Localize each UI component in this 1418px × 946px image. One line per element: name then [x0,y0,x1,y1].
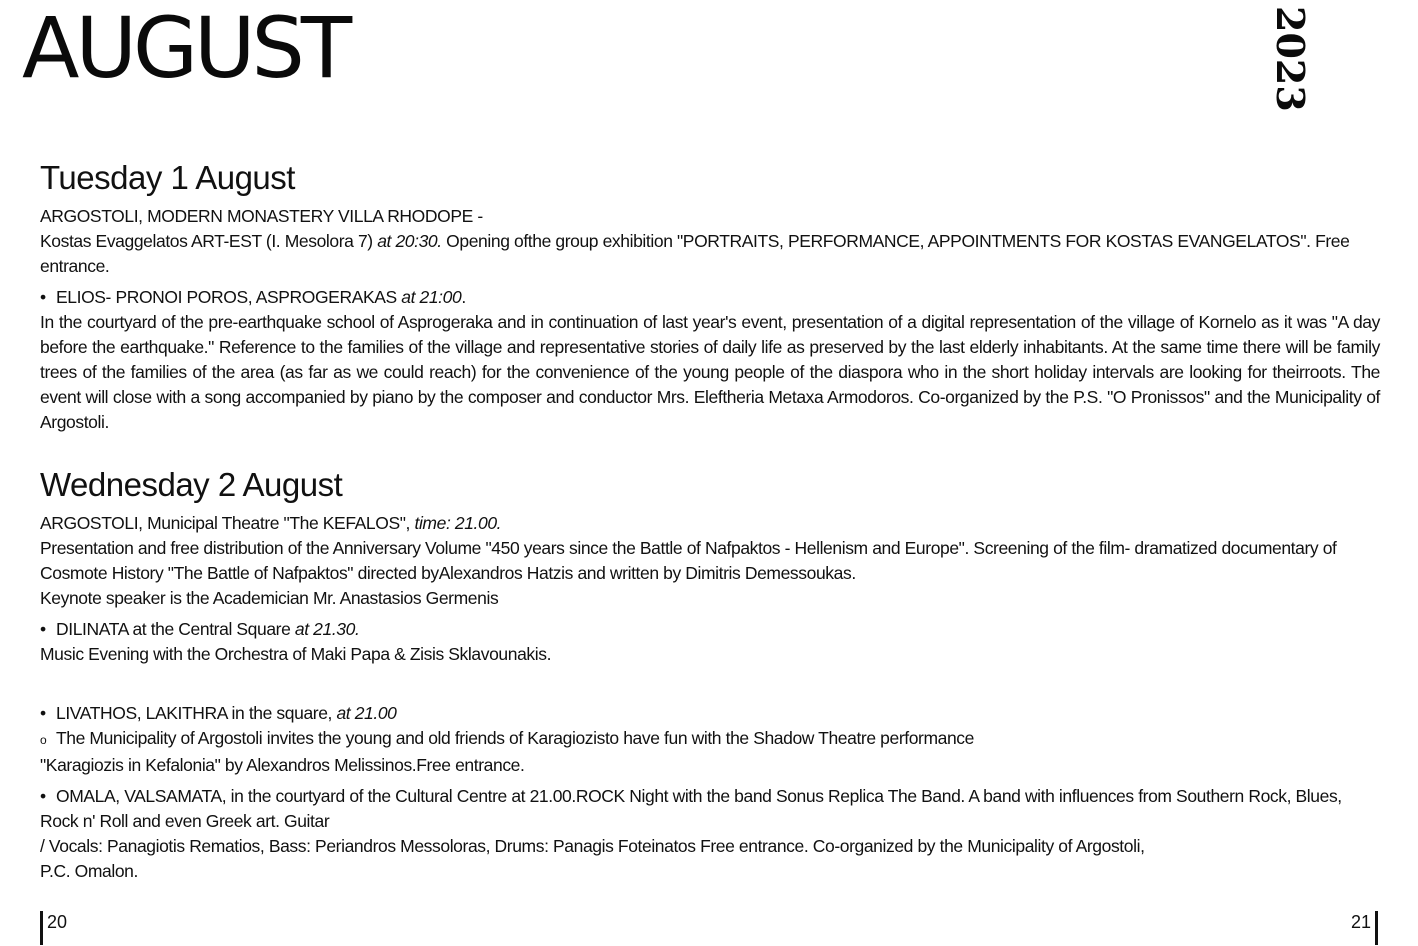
event-time: at 20:30. [377,231,442,251]
day-section-tuesday [40,158,1380,435]
event-time: at 21.30. [294,619,360,639]
event-time: time: 21.00. [414,513,502,533]
event-entry [40,701,1380,778]
page-number-right: 21 [1351,911,1378,945]
event-location: ARGOSTOLI, MODERN MONASTERY VILLA RHODOPE - [40,206,483,226]
bullet-icon: • [40,287,46,307]
event-description: Presentation and free distribution of the Anniversary Volume "450 years since the Battle of Nafpaktos - Hellenism and Europe". Screening of the film- dramatized documentary of Cosmote History "The Battle of Nafpaktos" directed byAlexandros Hatzis and written by Dimitris Demessoukas. [40,538,1337,583]
day-heading: Tuesday 1 August [40,159,295,196]
events-content [40,158,1380,890]
month-title: AUGUST [22,0,349,97]
event-description [40,229,1380,279]
event-text: Kostas Evaggelatos ART-EST (I. Mesolora 7) [40,231,378,251]
event-heading-line [40,285,1380,310]
event-keynote: Keynote speaker is the Academician Mr. Anastasios Germenis [40,588,499,608]
day-section-wednesday [40,465,1380,884]
bullet-icon: • [40,703,46,723]
bullet-icon: • [40,619,46,639]
event-text: OMALA, VALSAMATA, in the courtyard of the Cultural Centre at 21.00.ROCK Night with the band Sonus Replica The Band. A band with influences from Southern Rock, Blues, Rock n' Roll and even Greek art. Guitar [40,786,1342,831]
event-description: "Karagiozis in Kefalonia" by Alexandros Melissinos.Free entrance. [40,755,525,775]
event-text: Opening ofthe group exhibition "PORTRAITS, PERFORMANCE, APPOINTMENTS FOR KOSTAS EVANGELATOS". Free entrance. [40,231,1350,276]
event-heading-line [40,511,1380,536]
event-entry [40,617,1380,667]
year-label: 2023 [1268,6,1313,112]
event-location: ARGOSTOLI, Municipal Theatre "The KEFALOS", [40,513,415,533]
event-entry [40,511,1380,611]
event-description [40,726,1380,753]
event-text: The Municipality of Argostoli invites the young and old friends of Karagiozisto have fun with the Shadow Theatre performance [56,728,974,748]
event-description: P.C. Omalon. [40,861,138,881]
event-description: / Vocals: Panagiotis Rematios, Bass: Periandros Messoloras, Drums: Panagis Foteinatos Free entrance. Co-organized by the Municipality of Argostoli, [40,836,1145,856]
event-time: at 21.00 [336,703,397,723]
event-description: In the courtyard of the pre-earthquake school of Asprogeraka and in continuation of last year's event, presentation of a digital representation of the village of Kornelo as it was "A day before the earthquake." Reference to the families of the village and representative stories of daily life as preserved by the last elderly inhabitants. At the same time there will be family trees of the families of the area (as far as we could reach) for the convenience of the young people of the diaspora who in the short holiday intervals are looking for theirroots. The event will close with a song accompanied by piano by the composer and conductor Mrs. Eleftheria Metaxa Armodoros. Co-organized by the P.S. "O Pronissos" and the Municipality of Argostoli. [40,312,1380,432]
event-description [40,784,1380,834]
bullet-icon: • [40,786,46,806]
event-punctuation: . [461,287,466,307]
event-entry [40,285,1380,435]
page-number-left: 20 [40,911,67,945]
event-heading-line [40,701,1380,726]
event-time: at 21:00 [401,287,462,307]
event-description: Music Evening with the Orchestra of Maki Papa & Zisis Sklavounakis. [40,644,552,664]
event-entry [40,784,1380,884]
event-location: DILINATA at the Central Square [56,619,295,639]
day-heading: Wednesday 2 August [40,466,343,503]
sub-bullet-icon: o [40,733,47,747]
event-location: LIVATHOS, LAKITHRA in the square, [56,703,337,723]
event-heading-line [40,617,1380,642]
event-entry [40,204,1380,279]
event-location: ELIOS- PRONOI POROS, ASPROGERAKAS [56,287,402,307]
